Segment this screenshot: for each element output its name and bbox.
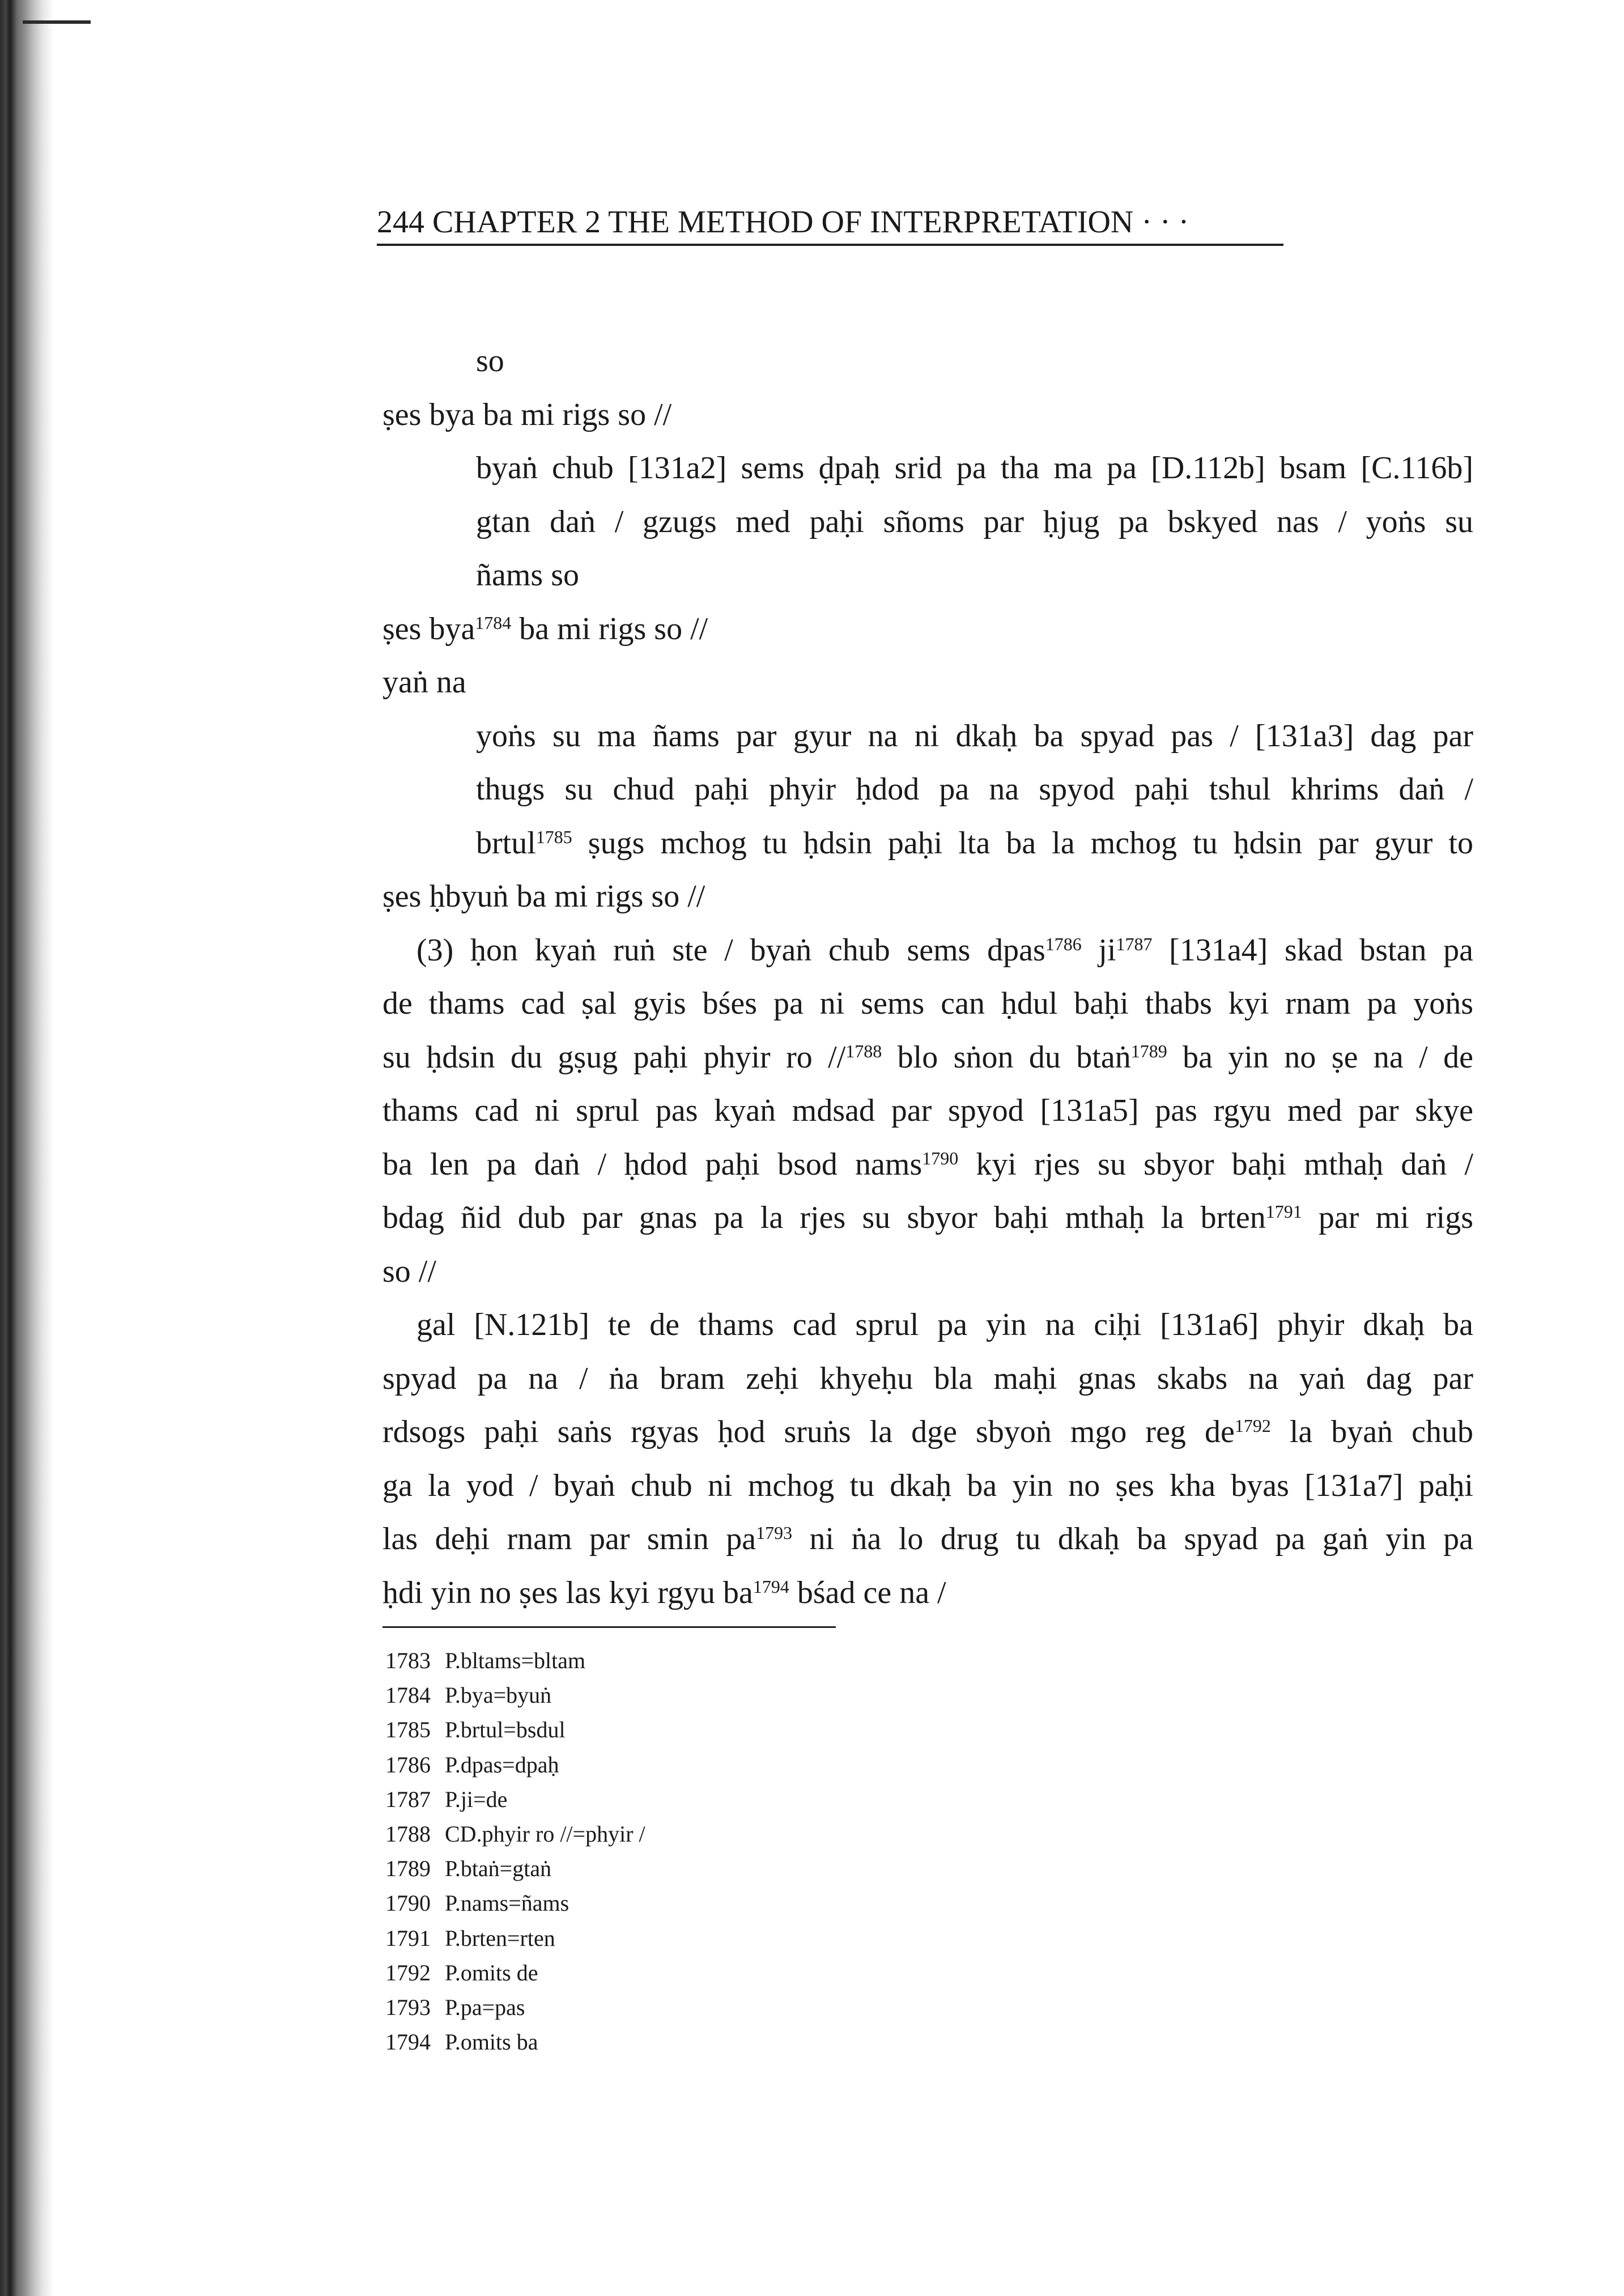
footnote-number: 1790	[385, 1890, 431, 1916]
footnote-ref: 1790	[922, 1147, 959, 1168]
footnote-number: 1794	[385, 2029, 431, 2055]
main-text	[382, 334, 1473, 1619]
footnote-number: 1784	[385, 1682, 431, 1708]
footnote-text: P.bltams=bltam	[445, 1648, 586, 1673]
text-line: yoṅs su ma ñams par gyur na ni dkaḥ ba spyad pas / [131a3] dag par	[476, 718, 1473, 754]
footnote-ref: 1791	[1265, 1201, 1302, 1222]
text-line	[382, 1512, 1473, 1566]
footnote	[385, 1851, 645, 1886]
text-line	[476, 817, 1473, 870]
footnote-ref: 1793	[756, 1523, 793, 1543]
footnote-ref: 1787	[1116, 933, 1153, 954]
text-line: thugs su chud paḥi phyir ḥdod pa na spyod paḥi tshul khrims daṅ /	[476, 772, 1473, 807]
text-line: spyad pa na / ṅa bram zeḥi khyeḥu bla maḥi gnas skabs na yaṅ dag par	[382, 1360, 1473, 1396]
footnote	[385, 1782, 645, 1817]
text-line	[382, 1191, 1473, 1245]
footnote	[385, 1921, 645, 1955]
text-line	[382, 1405, 1473, 1459]
footnote	[385, 1955, 645, 1990]
footnote-text: P.pa=pas	[445, 1995, 525, 2021]
footnotes	[385, 1643, 645, 2059]
footnote-number: 1783	[385, 1648, 431, 1673]
line-text: bśad ce na /	[789, 1575, 946, 1610]
footnote-ref: 1788	[845, 1040, 882, 1061]
text-line: ṣes bya ba mi rigs so //	[382, 397, 672, 432]
footnote-ref: 1792	[1234, 1415, 1271, 1436]
line-text: ni ṅa lo drug tu dkaḥ ba spyad pa gaṅ yin pa	[792, 1521, 1473, 1557]
footnote-divider	[382, 1626, 836, 1628]
footnote-number: 1791	[385, 1925, 431, 1951]
footnote-text: P.bya=byuṅ	[445, 1682, 552, 1708]
footnote-ref: 1785	[535, 826, 572, 847]
footnote-text: P.dpas=dpaḥ	[445, 1751, 559, 1778]
text-line: byaṅ chub [131a2] sems ḍpaḥ srid pa tha ma pa [D.112b] bsam [C.116b]	[476, 450, 1473, 486]
text-line: so //	[382, 1253, 436, 1289]
text-line: gal [N.121b] te de thams cad sprul pa yin na ciḥi [131a6] phyir dkaḥ ba	[416, 1307, 1473, 1342]
footnote-number: 1793	[385, 1995, 431, 2021]
text-line: ñams so	[476, 558, 579, 593]
running-head: 244 CHAPTER 2 THE METHOD OF INTERPRETATION · · ·	[377, 204, 1283, 246]
footnote-number: 1786	[385, 1751, 431, 1778]
line-text: kyi rjes su sbyor baḥi mthaḥ daṅ /	[958, 1146, 1473, 1182]
footnote	[385, 1886, 645, 1920]
line-text: [131a4] skad bstan pa	[1152, 932, 1473, 968]
footnote	[385, 2025, 645, 2059]
footnote-number: 1788	[385, 1821, 431, 1847]
footnote-text: P.ji=de	[445, 1786, 508, 1812]
text-line: so	[476, 343, 504, 379]
footnote-number: 1785	[385, 1717, 431, 1743]
text-line: gtan daṅ / gzugs med paḥi sñoms par ḥjug pa bskyed nas / yoṅs su	[476, 504, 1473, 539]
text-line: ga la yod / byaṅ chub ni mchog tu dkaḥ ba yin no ṣes kha byas [131a7] paḥi	[382, 1468, 1473, 1503]
footnote-ref: 1784	[475, 612, 512, 633]
footnote-ref: 1794	[753, 1576, 789, 1597]
line-text: la byaṅ chub	[1270, 1414, 1473, 1449]
line-text: brtul	[476, 825, 536, 861]
line-text: ba mi rigs so //	[511, 611, 708, 647]
line-text: ba len pa daṅ / ḥdod paḥi bsod nams	[382, 1146, 922, 1182]
footnote-text: P.btaṅ=gtaṅ	[445, 1856, 552, 1882]
footnote	[385, 1678, 645, 1712]
line-text: su ḥdsin du gṣug paḥi phyir ro //	[382, 1039, 846, 1075]
scan-binding-edge	[0, 0, 54, 2296]
text-line: ṣes ḥbyuṅ ba mi rigs so //	[382, 879, 705, 914]
line-text: ṣugs mchog tu ḥdsin paḥi lta ba la mchog tu ḥdsin par gyur to	[572, 825, 1473, 861]
text-line	[382, 602, 1473, 656]
text-line: thams cad ni sprul pas kyaṅ mdsad par spyod [131a5] pas rgyu med par skye	[382, 1093, 1473, 1128]
footnote-text: CD.phyir ro //=phyir /	[445, 1821, 645, 1847]
footnote-text: P.brtul=bsdul	[445, 1717, 566, 1743]
footnote-text: P.omits ba	[445, 2029, 538, 2055]
line-text: blo sṅon du btaṅ	[882, 1039, 1131, 1075]
text-line	[382, 1138, 1473, 1192]
line-text: par mi rigs	[1302, 1200, 1473, 1235]
footnote-text: P.nams=ñams	[445, 1890, 569, 1916]
footnote-text: P.brten=rten	[445, 1925, 555, 1951]
text-line: yaṅ na	[382, 665, 466, 700]
line-text: (3) ḥon kyaṅ ruṅ ste / byaṅ chub sems dpas	[416, 932, 1045, 968]
line-text: rdsogs paḥi saṅs rgyas ḥod sruṅs la dge sbyoṅ mgo reg de	[382, 1414, 1235, 1449]
line-text: ḥdi yin no ṣes las kyi rgyu ba	[382, 1575, 753, 1610]
scan-corner-mark	[23, 20, 91, 24]
footnote-text: P.omits de	[445, 1959, 538, 1985]
line-text: bdag ñid dub par gnas pa la rjes su sbyor baḥi mthaḥ la brten	[382, 1200, 1266, 1235]
footnote	[385, 1990, 645, 2025]
line-text: ji	[1081, 932, 1116, 968]
footnote-ref: 1786	[1045, 933, 1082, 954]
footnote-number: 1787	[385, 1786, 431, 1812]
text-line	[382, 1566, 1473, 1620]
text-line: de thams cad ṣal gyis bśes pa ni sems can ḥdul baḥi thabs kyi rnam pa yoṅs	[382, 986, 1473, 1021]
footnote	[385, 1817, 645, 1851]
text-line	[382, 924, 1473, 977]
footnote	[385, 1643, 645, 1678]
footnote-number: 1789	[385, 1856, 431, 1882]
footnote	[385, 1712, 645, 1747]
line-text: las deḥi rnam par smin pa	[382, 1521, 756, 1557]
line-text: ba yin no ṣe na / de	[1167, 1039, 1473, 1075]
footnote-ref: 1789	[1130, 1040, 1167, 1061]
line-text: ṣes bya	[382, 611, 475, 647]
footnote-number: 1792	[385, 1959, 431, 1985]
footnote	[385, 1747, 645, 1782]
text-line	[382, 1031, 1473, 1085]
